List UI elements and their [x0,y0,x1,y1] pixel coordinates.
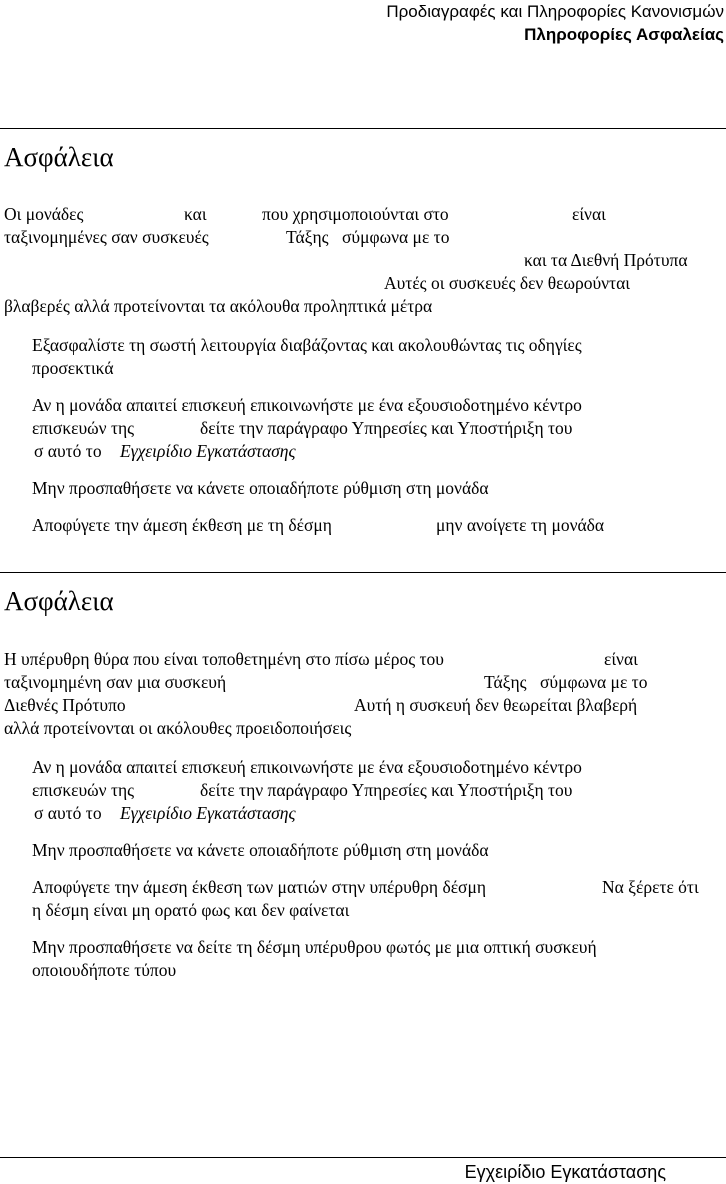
text: σύμφωνα με το [342,227,450,247]
text: ταξινομημένες σαν συσκευές [4,227,209,247]
text: σ αυτό το [34,441,102,461]
text: και [184,204,207,224]
text: Αποφύγετε την άμεση έκθεση των ματιών στην υπέρυθρη δέσμη [32,877,487,897]
text: που χρησιμοποιούνται στο [262,204,449,224]
text: Αυτές οι συσκευές δεν θεωρούνται [384,273,630,293]
header-title: Προδιαγραφές και Πληροφορίες Κανονισμών [386,2,724,21]
text: Να ξέρετε ότι [602,877,699,897]
divider [0,1157,726,1158]
text: Μην προσπαθήσετε να δείτε τη δέσμη υπέρυθρου φωτός με μια οπτική συσκευή [32,937,597,957]
section-heading: Ασφάλεια [4,142,114,172]
text: δείτε την παράγραφο Υπηρεσίες και Υποστήριξη του [200,418,573,438]
manual-reference: Εγχειρίδιο Εγκατάστασης [120,803,296,823]
text: σ αυτό το [34,803,102,823]
text: Τάξης [286,227,329,247]
text: Εξασφαλίστε τη σωστή λειτουργία διαβάζοντας και ακολουθώντας τις οδηγίες [32,335,582,355]
text: ταξινομημένη σαν μια συσκευή [4,672,227,692]
text: είναι [572,204,606,224]
text: Μην προσπαθήσετε να κάνετε οποιαδήποτε ρύθμιση στη μονάδα [32,840,489,860]
text: επισκευών της [32,418,135,438]
manual-reference: Εγχειρίδιο Εγκατάστασης [120,441,296,461]
page-footer: Εγχειρίδιο Εγκατάστασης [464,1162,666,1182]
text: βλαβερές αλλά προτείνονται τα ακόλουθα προληπτικά μέτρα [4,296,433,316]
text: προσεκτικά [32,358,114,378]
divider [0,128,726,129]
text: είναι [604,649,638,669]
header-subtitle: Πληροφορίες Ασφαλείας [524,25,724,44]
divider [0,572,726,573]
text: Αν η μονάδα απαιτεί επισκευή επικοινωνήστε με ένα εξουσιοδοτημένο κέντρο [32,757,582,777]
text: αλλά προτείνονται οι ακόλουθες προειδοποιήσεις [4,718,352,738]
section-heading: Ασφάλεια [4,586,114,616]
text: σύμφωνα με το [540,672,648,692]
text: και τα Διεθνή Πρότυπα [524,250,688,270]
text: Μην προσπαθήσετε να κάνετε οποιαδήποτε ρύθμιση στη μονάδα [32,478,489,498]
text: Οι μονάδες [4,204,84,224]
text: επισκευών της [32,780,135,800]
text: δείτε την παράγραφο Υπηρεσίες και Υποστήριξη του [200,780,573,800]
text: Η υπέρυθρη θύρα που είναι τοποθετημένη στο πίσω μέρος του [4,649,444,669]
text: Διεθνές Πρότυπο [4,695,126,715]
text: οποιουδήποτε τύπου [32,960,177,980]
text: Τάξης [484,672,527,692]
text: Αν η μονάδα απαιτεί επισκευή επικοινωνήστε με ένα εξουσιοδοτημένο κέντρο [32,395,582,415]
text: η δέσμη είναι μη ορατό φως και δεν φαίνεται [32,900,350,920]
text: Αυτή η συσκευή δεν θεωρείται βλαβερή [354,695,638,715]
page-header [386,0,724,46]
text: μην ανοίγετε τη μονάδα [436,515,605,535]
text: Αποφύγετε την άμεση έκθεση με τη δέσμη [32,515,332,535]
